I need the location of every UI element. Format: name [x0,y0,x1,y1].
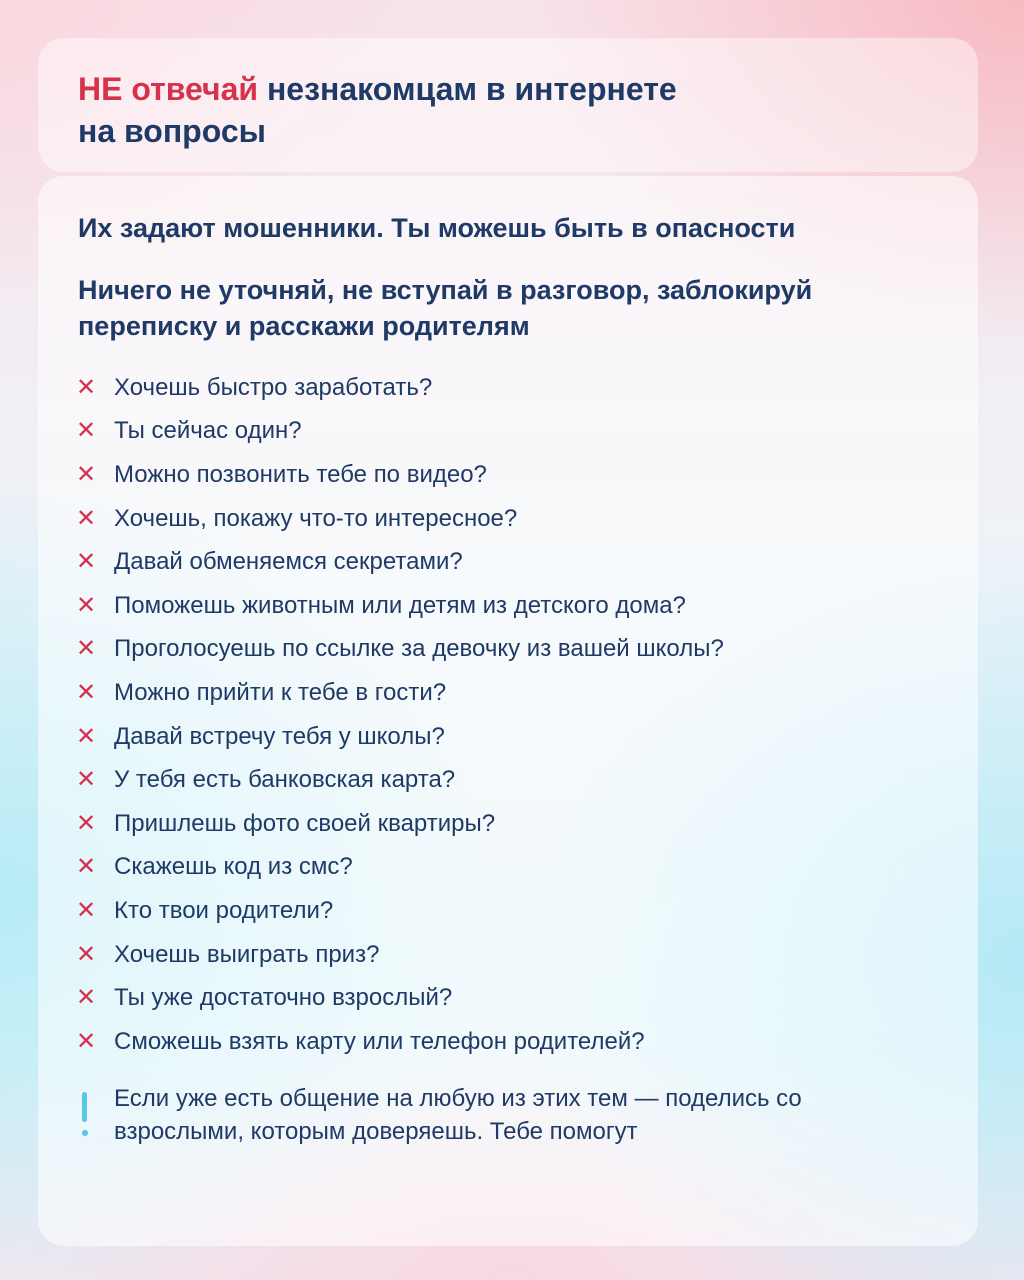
cross-icon: ✕ [76,853,97,881]
question-item [76,453,936,497]
cross-icon: ✕ [76,460,97,488]
question-item [76,671,936,715]
question-item [76,802,936,846]
cross-icon: ✕ [76,1027,97,1055]
question-text: Скажешь код из смс? [114,853,353,881]
question-text: Поможешь животным или детям из детского дома? [114,591,686,619]
cross-icon: ✕ [76,548,97,576]
note-text: Если уже есть общение на любую из этих тем — поделись со взрослыми, которым доверяешь. Тебе помогут [114,1085,802,1145]
question-item [76,976,936,1020]
cross-icon: ✕ [76,809,97,837]
question-item [76,933,936,977]
question-item [76,410,936,454]
question-item [76,1020,936,1064]
question-text: Давай встречу тебя у школы? [114,722,445,750]
question-text: Можно прийти к тебе в гости? [114,678,447,706]
cross-icon: ✕ [76,635,97,663]
question-item [76,715,936,759]
page-title [78,68,938,152]
cross-icon: ✕ [76,984,97,1012]
cross-icon: ✕ [76,504,97,532]
cross-icon: ✕ [76,373,97,401]
question-item [76,628,936,672]
question-text: Хочешь выиграть приз? [114,940,380,968]
question-text: Кто твои родители? [114,896,334,924]
intro-advice: Ничего не уточняй, не вступай в разговор, заблокируй переписку и расскажи родителям [78,275,813,341]
cross-icon: ✕ [76,766,97,794]
title-rest: незнакомцам в интернете [258,71,677,107]
note-block [78,1082,938,1154]
intro-warning: Их задают мошенники. Ты можешь быть в опасности [78,213,796,243]
content-card [38,176,978,1246]
question-item [76,758,936,802]
exclamation-icon [78,1082,114,1154]
question-item [76,584,936,628]
cross-icon: ✕ [76,722,97,750]
header-card [38,38,978,172]
question-item [76,846,936,890]
question-text: Пришлешь фото своей квартиры? [114,809,496,837]
question-text: Ты уже достаточно взрослый? [114,984,453,1012]
question-item [76,366,936,410]
question-text: Проголосуешь по ссылке за девочку из вашей школы? [114,635,724,663]
question-text: Давай обменяемся секретами? [114,548,463,576]
cross-icon: ✕ [76,896,97,924]
questions-list [76,366,936,1064]
title-line2: на вопросы [78,113,266,149]
question-item [76,540,936,584]
cross-icon: ✕ [76,417,97,445]
question-text: Ты сейчас один? [114,417,302,445]
cross-icon: ✕ [76,591,97,619]
question-text: Сможешь взять карту или телефон родителей? [114,1027,645,1055]
cross-icon: ✕ [76,940,97,968]
question-item [76,889,936,933]
cross-icon: ✕ [76,678,97,706]
question-item [76,497,936,541]
question-text: Хочешь быстро заработать? [114,373,433,401]
question-text: Хочешь, покажу что-то интересное? [114,504,518,532]
title-accent: НЕ отвечай [78,71,259,107]
question-text: Можно позвонить тебе по видео? [114,460,487,488]
question-text: У тебя есть банковская карта? [114,766,456,794]
